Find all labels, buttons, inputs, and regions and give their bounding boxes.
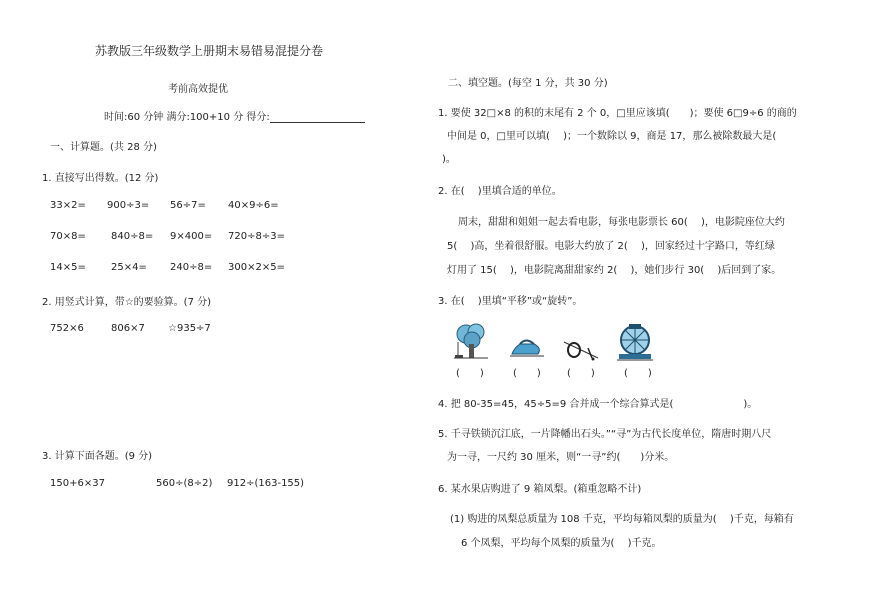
mixed-calc-item: 912÷(163-155): [227, 478, 305, 489]
waterwheel-image: [615, 322, 655, 362]
vertical-calc-item: 752×6: [50, 323, 84, 334]
calc-item: 900÷3=: [107, 200, 150, 211]
vertical-calc-item: 806×7: [111, 323, 145, 334]
question-3: 3. 计算下面各题。(9 分): [42, 451, 153, 462]
question-1: 1. 直接写出得数。(12 分): [42, 173, 159, 184]
calc-item: 56÷7=: [170, 200, 206, 211]
fill-q2-line2: 5( )高，坐着很舒服。电影大约放了 2( )，回家经过十字路口，等红绿: [447, 241, 775, 252]
exam-meta: [104, 108, 365, 123]
answer-bracket[interactable]: ( ): [513, 368, 541, 379]
fill-q5-line1: 5. 千寻铁锁沉江底，一片降幡出石头。”“寻”为古代长度单位，隋唐时期八尺: [438, 429, 772, 440]
fill-q6-sub1-line2: 6 个凤梨，平均每个凤梨的质量为( )千克。: [461, 538, 662, 549]
swing-image: [562, 336, 602, 362]
score-blank[interactable]: [270, 112, 365, 123]
mixed-calc-item: 150+6×37: [50, 478, 105, 489]
calc-item: 40×9÷6=: [228, 200, 279, 211]
fill-q2-line3: 灯用了 15( )，电影院离甜甜家约 2( )，她们步行 30( )后回到了家。: [447, 265, 782, 276]
fill-q3: 3. 在( )里填“平移”或“旋转”。: [438, 296, 583, 307]
fill-q2-line1: 周末，甜甜和姐姐一起去看电影，每张电影票长 60( )，电影院座位大约: [458, 217, 785, 228]
tree-swing-image: [452, 322, 492, 360]
answer-bracket[interactable]: ( ): [567, 368, 595, 379]
calc-item: 720÷8÷3=: [228, 231, 285, 242]
fill-q6-sub1-line1: (1) 购进的凤梨总质量为 108 千克，平均每箱凤梨的质量为( )千克，每箱有: [450, 514, 794, 525]
calc-item: 240÷8=: [170, 262, 213, 273]
fill-q6: 6. 某水果店购进了 9 箱凤梨。(箱重忽略不计): [438, 484, 642, 495]
calc-item: 25×4=: [111, 262, 147, 273]
calc-item: 9×400=: [170, 231, 213, 242]
calc-item: 14×5=: [50, 262, 86, 273]
exam-meta-text: 时间:60 分钟 满分:100+10 分 得分:: [104, 112, 270, 123]
calc-item: 300×2×5=: [228, 262, 285, 273]
calc-item: 33×2=: [50, 200, 86, 211]
fill-q2: 2. 在( )里填合适的单位。: [438, 186, 562, 197]
fill-q1-line2: 中间是 0，□里可以填( )；一个数除以 9，商是 17，那么被除数最大是(: [447, 131, 777, 142]
vertical-calc-item: ☆935÷7: [168, 323, 211, 334]
section-2-heading: 二、填空题。(每空 1 分，共 30 分): [448, 78, 608, 89]
answer-bracket[interactable]: ( ): [456, 368, 484, 379]
calc-item: 840÷8=: [111, 231, 154, 242]
question-2: 2. 用竖式计算，带☆的要验算。(7 分): [42, 297, 212, 308]
mixed-calc-item: 560÷(8÷2): [156, 478, 213, 489]
iron-image: [508, 336, 546, 360]
answer-bracket[interactable]: ( ): [624, 368, 652, 379]
fill-q5-line2: 为一寻，一尺约 30 厘米，则“一寻”约( )分米。: [447, 452, 675, 463]
calc-item: 70×8=: [50, 231, 86, 242]
fill-q1-line1: 1. 要使 32□×8 的积的末尾有 2 个 0，□里应该填( )；要使 6□9÷6 的商的: [438, 108, 797, 119]
section-1-heading: 一、计算题。(共 28 分): [50, 142, 157, 153]
page-subtitle: 考前高效提优: [168, 84, 228, 95]
page-title: 苏教版三年级数学上册期末易错易混提分卷: [95, 44, 324, 58]
fill-q4: 4. 把 80-35=45，45÷5=9 合并成一个综合算式是( )。: [438, 399, 758, 410]
fill-q1-line3: )。: [442, 154, 456, 165]
